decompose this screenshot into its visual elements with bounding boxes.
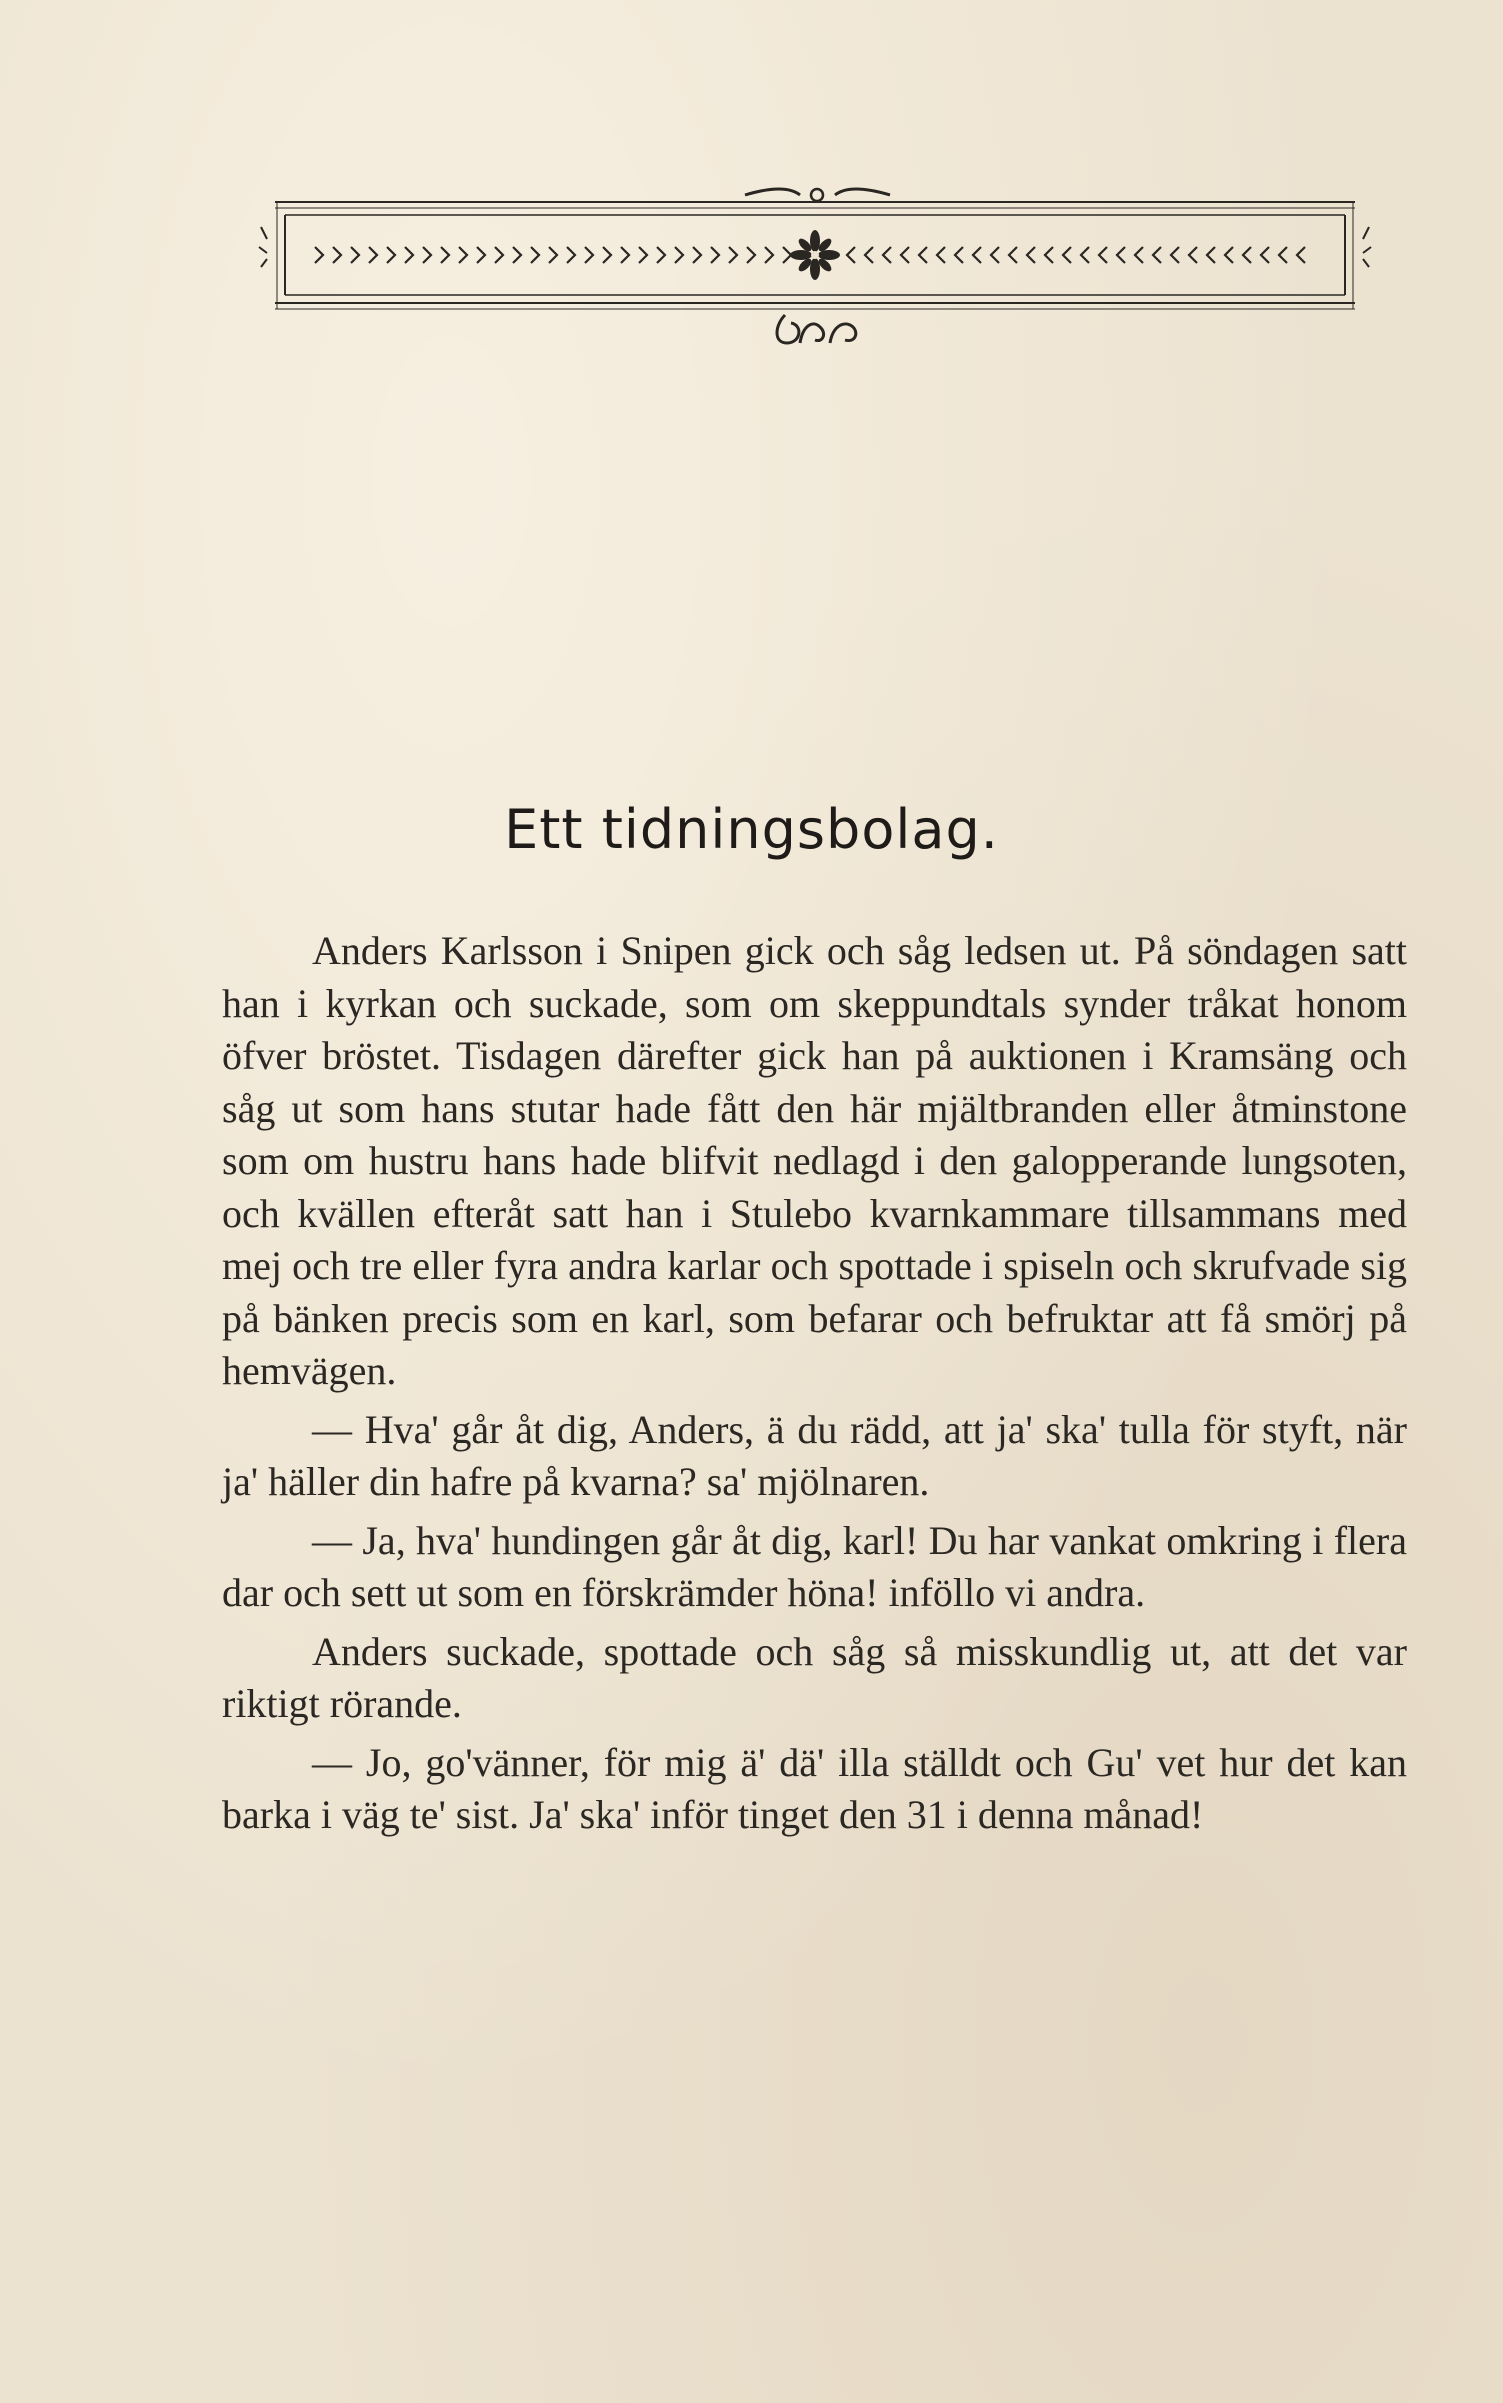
- paragraph: Anders Karlsson i Snipen gick och såg ledsen ut. På söndagen satt han i kyrkan och suckade, som om skeppundtals synder tråkat honom öfver bröstet. Tisdagen därefter gick han på auktionen i Kramsäng och såg ut som hans stutar hade fått den här mjältbranden eller åtminstone som om hustru hans hade blifvit nedlagd i den galopperande lungsoten, och kvällen efteråt satt han i Stulebo kvarnkammare tillsammans med mej och tre eller fyra andra karlar och spottade i spiseln och skrufvade sig på bänken precis som en karl, som befarar och befruktar att få smörj på hemvägen.: [222, 928, 1407, 1393]
- body-text: [222, 925, 1407, 1848]
- paragraph: Anders suckade, spottade och såg så misskundlig ut, att det var riktigt rörande.: [222, 1628, 1407, 1726]
- decorative-header-ornament: [255, 175, 1375, 355]
- paragraph: — Jo, go'vänner, för mig ä' dä' illa ställdt och Gu' vet hur det kan barka i väg te' sist. Ja' ska' inför tinget den 31 i denna månad!: [222, 1739, 1407, 1837]
- chapter-title: Ett tidningsbolag.: [504, 798, 999, 861]
- paragraph: — Hva' går åt dig, Anders, ä du rädd, att ja' ska' tulla för styft, när ja' häller din hafre på kvarna? sa' mjölnaren.: [222, 1406, 1407, 1504]
- paragraph: — Ja, hva' hundingen går åt dig, karl! Du har vankat omkring i flera dar och sett ut som en förskrämder höna! inföllo vi andra.: [222, 1517, 1407, 1615]
